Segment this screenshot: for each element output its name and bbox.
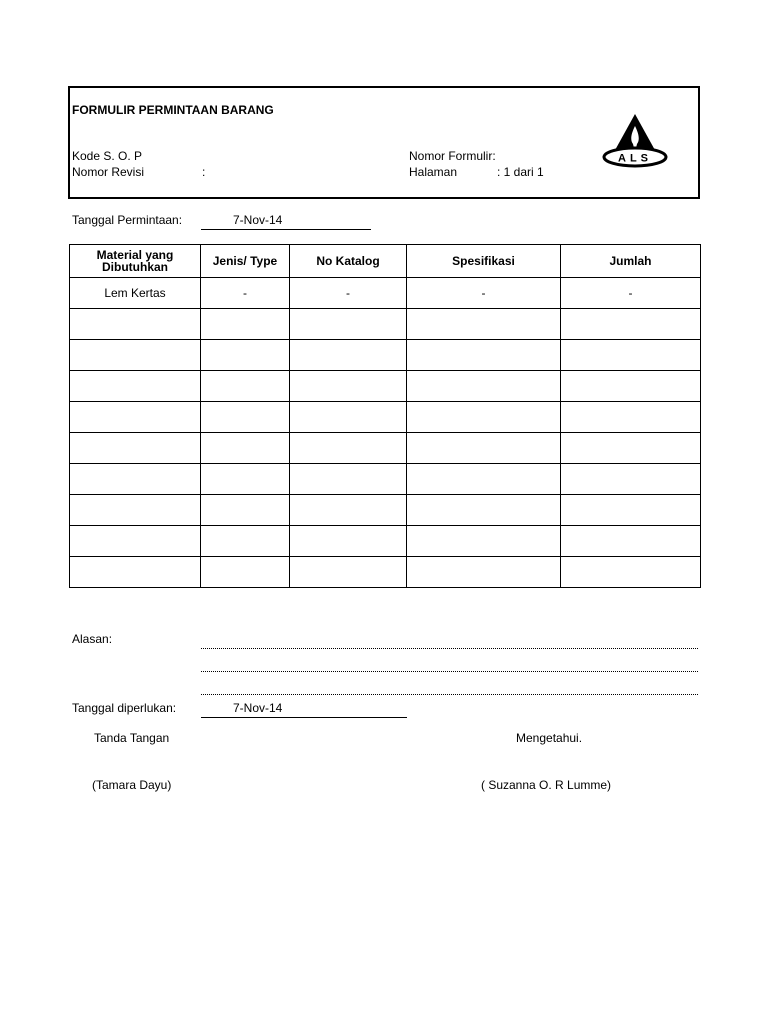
tanggal-permintaan-underline xyxy=(201,229,371,230)
table-cell xyxy=(70,340,201,371)
table-cell xyxy=(290,464,407,495)
table-row xyxy=(70,340,701,371)
table-row xyxy=(70,433,701,464)
table-cell xyxy=(407,526,561,557)
table-row xyxy=(70,526,701,557)
items-table xyxy=(69,244,701,588)
table-row xyxy=(70,309,701,340)
table-cell xyxy=(70,557,201,588)
table-cell xyxy=(201,402,290,433)
table-cell xyxy=(407,402,561,433)
alasan-label: Alasan: xyxy=(72,632,113,646)
signature-left-name: (Tamara Dayu) xyxy=(92,778,172,792)
column-header-jumlah: Jumlah xyxy=(561,245,701,278)
table-cell xyxy=(290,526,407,557)
table-row xyxy=(70,278,701,309)
table-cell xyxy=(290,557,407,588)
table-row xyxy=(70,557,701,588)
signature-left-title: Tanda Tangan xyxy=(94,731,170,745)
signature-right-title: Mengetahui. xyxy=(516,731,583,745)
table-cell xyxy=(70,526,201,557)
table-cell xyxy=(407,433,561,464)
table-cell xyxy=(70,495,201,526)
halaman-value: : 1 dari 1 xyxy=(497,165,544,179)
table-cell xyxy=(561,526,701,557)
table-cell xyxy=(70,371,201,402)
table-cell: - xyxy=(561,278,701,309)
table-cell: - xyxy=(290,278,407,309)
table-cell xyxy=(561,402,701,433)
table-cell: - xyxy=(407,278,561,309)
table-cell xyxy=(70,402,201,433)
table-cell xyxy=(201,340,290,371)
table-cell xyxy=(290,433,407,464)
tanggal-diperlukan-label: Tanggal diperlukan: xyxy=(72,701,177,715)
table-cell: - xyxy=(201,278,290,309)
table-row xyxy=(70,402,701,433)
table-cell xyxy=(407,340,561,371)
table-cell xyxy=(407,557,561,588)
table-cell xyxy=(290,495,407,526)
table-cell xyxy=(561,309,701,340)
table-cell: Lem Kertas xyxy=(70,278,201,309)
table-cell xyxy=(290,309,407,340)
table-cell xyxy=(201,557,290,588)
table-cell xyxy=(290,371,407,402)
table-cell xyxy=(561,557,701,588)
table-cell xyxy=(407,464,561,495)
table-cell xyxy=(201,309,290,340)
table-cell xyxy=(201,526,290,557)
column-header-material: Material yang Dibutuhkan xyxy=(70,245,201,278)
table-cell xyxy=(561,464,701,495)
table-cell xyxy=(201,433,290,464)
table-cell xyxy=(561,433,701,464)
table-cell xyxy=(201,464,290,495)
halaman-label: Halaman xyxy=(409,165,458,179)
form-title: FORMULIR PERMINTAAN BARANG xyxy=(72,103,274,117)
table-row xyxy=(70,371,701,402)
table-cell xyxy=(561,495,701,526)
kode-sop-label: Kode S. O. P xyxy=(72,149,143,163)
nomor-formulir-label: Nomor Formulir: xyxy=(409,149,496,163)
logo-text: ALS xyxy=(618,152,652,165)
table-row xyxy=(70,495,701,526)
column-header-spesifikasi: Spesifikasi xyxy=(407,245,561,278)
signature-right-name: ( Suzanna O. R Lumme) xyxy=(481,778,612,792)
tanggal-permintaan-value: 7-Nov-14 xyxy=(233,213,283,227)
alasan-line-3 xyxy=(201,694,698,695)
table-cell xyxy=(407,371,561,402)
tanggal-diperlukan-value: 7-Nov-14 xyxy=(233,701,283,715)
table-cell xyxy=(201,371,290,402)
table-row xyxy=(70,464,701,495)
table-header-row xyxy=(70,245,701,278)
column-header-katalog: No Katalog xyxy=(290,245,407,278)
table-cell xyxy=(70,309,201,340)
table-cell xyxy=(201,495,290,526)
tanggal-diperlukan-underline xyxy=(201,717,407,718)
table-cell xyxy=(70,433,201,464)
table-cell xyxy=(561,340,701,371)
alasan-line-1 xyxy=(201,648,698,649)
alasan-line-2 xyxy=(201,671,698,672)
nomor-revisi-label: Nomor Revisi xyxy=(72,165,145,179)
nomor-revisi-separator: : xyxy=(202,165,206,179)
table-cell xyxy=(561,371,701,402)
table-cell xyxy=(407,495,561,526)
table-cell xyxy=(290,340,407,371)
table-cell xyxy=(290,402,407,433)
table-cell xyxy=(70,464,201,495)
table-cell xyxy=(407,309,561,340)
column-header-jenis: Jenis/ Type xyxy=(201,245,290,278)
als-logo-icon xyxy=(602,112,668,170)
tanggal-permintaan-label: Tanggal Permintaan: xyxy=(72,213,183,227)
